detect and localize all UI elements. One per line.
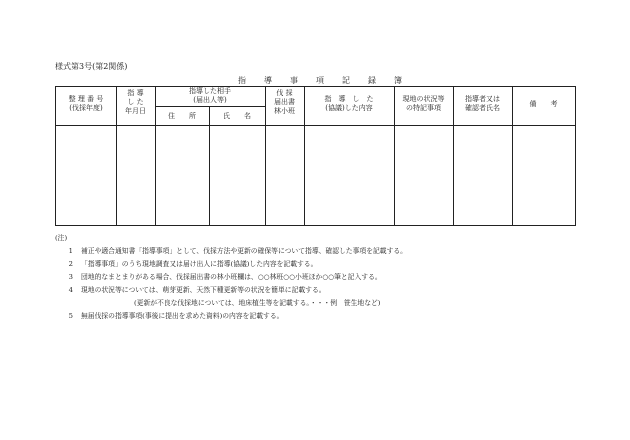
header-bassai-line2: 届出書 [274,98,295,106]
header-seiri-sub: (伐採年度) [69,104,103,112]
header-kakunin-line2: 確認者氏名 [465,104,500,112]
header-jusho: 住 所 [168,112,196,120]
header-genchi-line2: の特記事項 [406,104,441,112]
col-divider [209,106,210,225]
note-item [55,310,407,323]
page-title: 指導事項記録簿 [238,76,420,85]
note-item [55,258,407,271]
header-naiyou-line1: 指 導 し た [324,95,374,103]
note-item [55,245,407,258]
header-naiyou-line2: (協議)した内容 [325,104,373,112]
record-table [55,86,576,226]
col-divider [155,87,156,225]
note-number: 4 [68,286,73,294]
note-number: 5 [68,312,73,320]
header-kakunin [453,95,512,113]
note-item [55,284,407,297]
header-bassai-line1: 伐 採 [276,89,293,97]
header-aite-sub: (届出人等) [193,96,227,104]
header-bassai-line3: 林小班 [274,107,295,115]
note-number: 2 [68,260,73,268]
notes-heading: (注) [55,234,68,242]
header-date-line2: し た [127,98,144,106]
header-aite [155,87,265,105]
note-item [55,271,407,284]
note-number: 1 [68,247,73,255]
header-shidou-date [116,89,155,116]
header-genchi [394,95,453,113]
header-aite-label: 指導した相手 [189,87,231,95]
note-text: 団地的なまとまりがある場合、伐採届出書の林小班欄は、○○林班○○小班ほか○○筆と記入する。 [81,273,382,281]
header-genchi-line1: 現地の状況等 [402,95,445,103]
notes-section [55,232,407,323]
header-date-line3: 年月日 [125,107,146,115]
note-text: 補正や適合通知書「指導事項」として、伐採方法や更新の確保等について指導、確認した事項を記載する。 [81,247,407,255]
header-seiri [56,95,116,113]
header-shimei: 氏 名 [223,112,251,120]
subheader-divider [155,106,265,107]
note-text: 「指導事項」のうち現地調査又は届け出人に指導(協議)した内容を記載する。 [81,260,318,268]
header-date-line1: 指 導 [127,89,144,97]
header-seiri-label: 整 理 番 号 [68,95,104,103]
note-item-sub: (更新が不良な伐採地については、地床植生等を記載する。・・・例 笹生地など) [134,299,381,307]
note-number: 3 [68,273,73,281]
header-bikou: 備 考 [529,100,558,108]
header-naiyou [304,95,394,113]
form-number: 様式第3号(第2関係) [55,62,128,71]
header-kakunin-line1: 指導者又は [465,95,500,103]
header-divider [56,125,575,126]
header-bassai [265,89,304,116]
note-text: 無届伐採の指導事項(事後に提出を求めた資料)の内容を記載する。 [81,312,284,320]
note-text: 現地の状況等については、萌芽更新、天然下種更新等の状況を簡単に記載する。 [81,286,326,294]
